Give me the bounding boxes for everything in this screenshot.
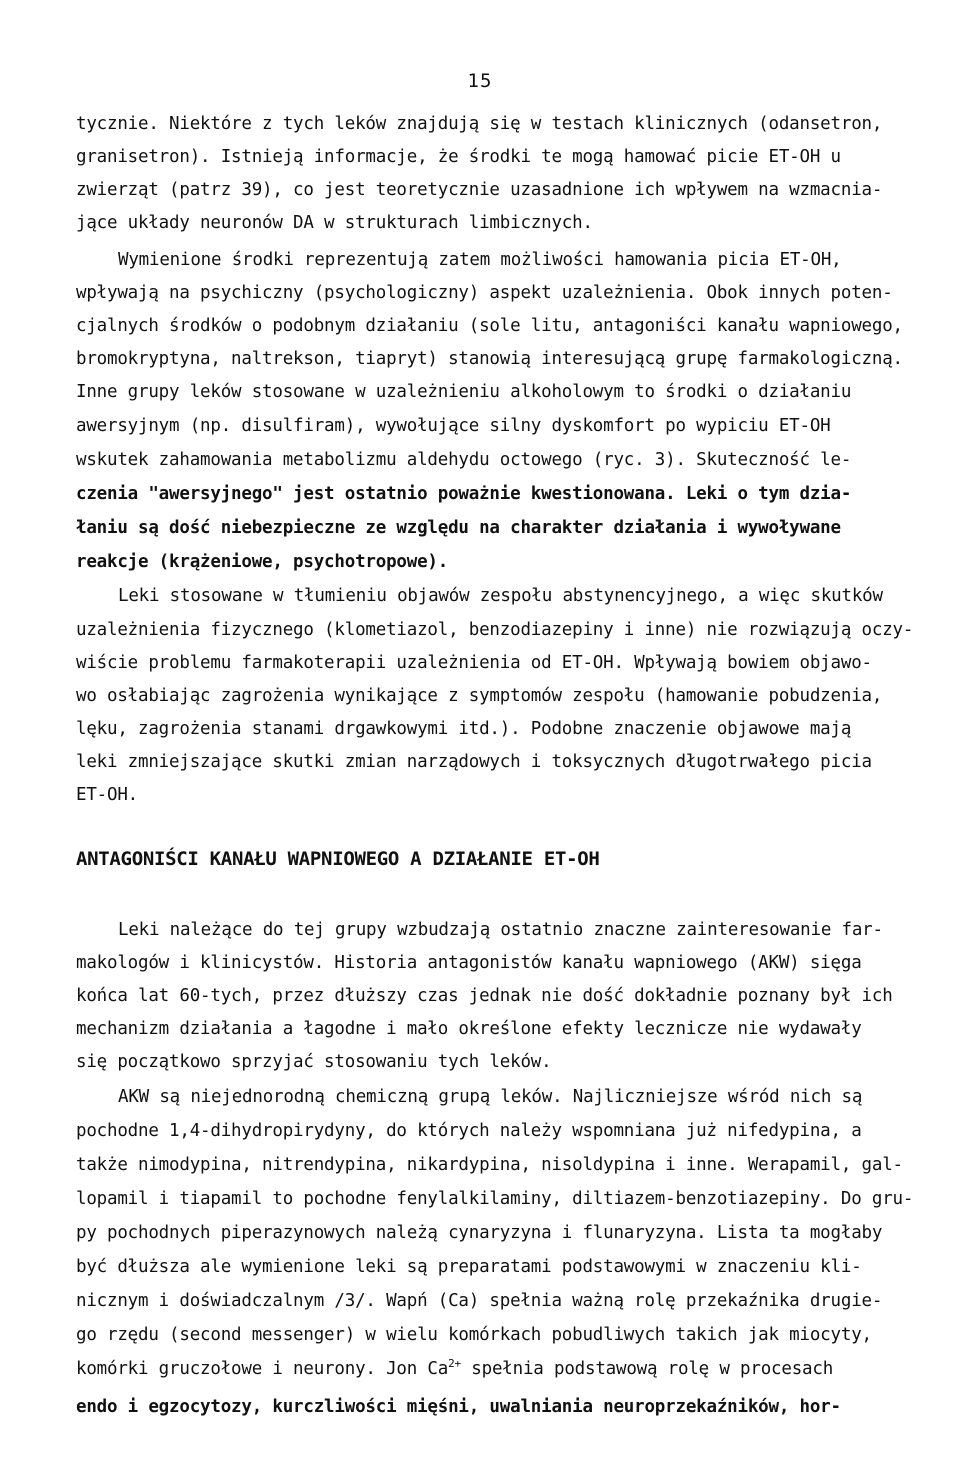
paragraph-line: wpływają na psychiczny (psychologiczny) aspekt uzależnienia. Obok innych poten- [76,283,893,303]
paragraph-line: wskutek zahamowania metabolizmu aldehydu octowego (ryc. 3). Skuteczność le- [76,450,852,470]
paragraph-line: endo i egzocytozy, kurczliwości mięśni, uwalniania neuroprzekaźników, hor- [76,1397,841,1417]
paragraph-line [76,1357,906,1381]
paragraph-line: pochodne 1,4-dihydropirydyny, do których należy wspomniana już nifedypina, a [76,1121,862,1141]
paragraph-line: być dłuższa ale wymienione leki są preparatami podstawowymi w znaczeniu kli- [76,1257,862,1277]
paragraph-line: Wymienione środki reprezentują zatem możliwości hamowania picia ET-OH, [118,250,842,270]
paragraph-line: uzależnienia fizycznego (klometiazol, benzodiazepiny i inne) nie rozwiązują oczy- [76,620,914,640]
ion-charge-superscript: 2+ [448,1357,461,1371]
paragraph-line: py pochodnych piperazynowych należą cynaryzyna i flunaryzyna. Lista ta mogłaby [76,1223,883,1243]
paragraph-line: końca lat 60-tych, przez dłuższy czas jednak nie dość dokładnie poznany był ich [76,986,893,1006]
paragraph-line: także nimodypina, nitrendypina, nikardypina, nisoldypina i inne. Werapamil, gal- [76,1155,903,1175]
paragraph-line: Leki należące do tej grupy wzbudzają ostatnio znaczne zainteresowanie far- [118,920,883,940]
paragraph-line: się początkowo sprzyjać stosowaniu tych leków. [76,1052,552,1072]
paragraph-line: cjalnych środków o podobnym działaniu (sole litu, antagoniści kanału wapniowego, [76,316,903,336]
paragraph-line: bromokryptyna, naltrekson, tiapryt) stanowią interesującą grupę farmakologiczną. [76,349,903,369]
paragraph-line: reakcje (krążeniowe, psychotropowe). [76,552,449,572]
paragraph-line: ET-OH. [76,785,139,805]
paragraph-line-end: spełnia podstawową rolę w procesach [471,1359,834,1379]
paragraph-line: AKW są niejednorodną chemiczną grupą leków. Najliczniejsze wśród nich są [118,1087,863,1107]
paragraph-line-start: komórki gruczołowe i neurony. Jon Ca [76,1359,449,1379]
paragraph-line: lęku, zagrożenia stanami drgawkowymi itd.). Podobne znaczenie objawowe mają [76,719,852,739]
paragraph-line: awersyjnym (np. disulfiram), wywołujące silny dyskomfort po wypiciu ET-OH [76,416,831,436]
paragraph-line: zwierząt (patrz 39), co jest teoretycznie uzasadnione ich wpływem na wzmacnia- [76,180,883,200]
paragraph-line: wiście problemu farmakoterapii uzależnienia od ET-OH. Wpływają bowiem objawo- [76,653,872,673]
paragraph-line: tycznie. Niektóre z tych leków znajdują się w testach klinicznych (odansetron, [76,114,883,134]
paragraph-line: go rzędu (second messenger) w wielu komórkach pobudliwych takich jak miocyty, [76,1325,872,1345]
paragraph-line: Inne grupy leków stosowane w uzależnieniu alkoholowym to środki o działaniu [76,382,852,402]
paragraph-line: makologów i klinicystów. Historia antagonistów kanału wapniowego (AKW) sięga [76,953,862,973]
page-number: 15 [467,70,493,92]
paragraph-line: leki zmniejszające skutki zmian narządowych i toksycznych długotrwałego picia [76,752,872,772]
paragraph-line: łaniu są dość niebezpieczne ze względu na charakter działania i wywoływane [76,518,841,538]
paragraph-line: czenia "awersyjnego" jest ostatnio poważnie kwestionowana. Leki o tym dzia- [76,484,852,504]
paragraph-line: lopamil i tiapamil to pochodne fenylalkilaminy, diltiazem-benzotiazepiny. Do gru- [76,1189,914,1209]
paragraph-line: jące układy neuronów DA w strukturach limbicznych. [76,213,593,233]
paragraph-line: wo osłabiając zagrożenia wynikające z symptomów zespołu (hamowanie pobudzenia, [76,686,883,706]
paragraph-line: Leki stosowane w tłumieniu objawów zespołu abstynencyjnego, a więc skutków [118,586,883,606]
section-heading: ANTAGONIŚCI KANAŁU WAPNIOWEGO A DZIAŁANIE ET-OH [76,848,600,870]
paragraph-line: mechanizm działania a łagodne i mało określone efekty lecznicze nie wydawały [76,1019,862,1039]
paragraph-line: granisetron). Istnieją informacje, że środki te mogą hamować picie ET-OH u [76,147,841,167]
paragraph-line: nicznym i doświadczalnym /3/. Wapń (Ca) spełnia ważną rolę przekaźnika drugie- [76,1291,883,1311]
